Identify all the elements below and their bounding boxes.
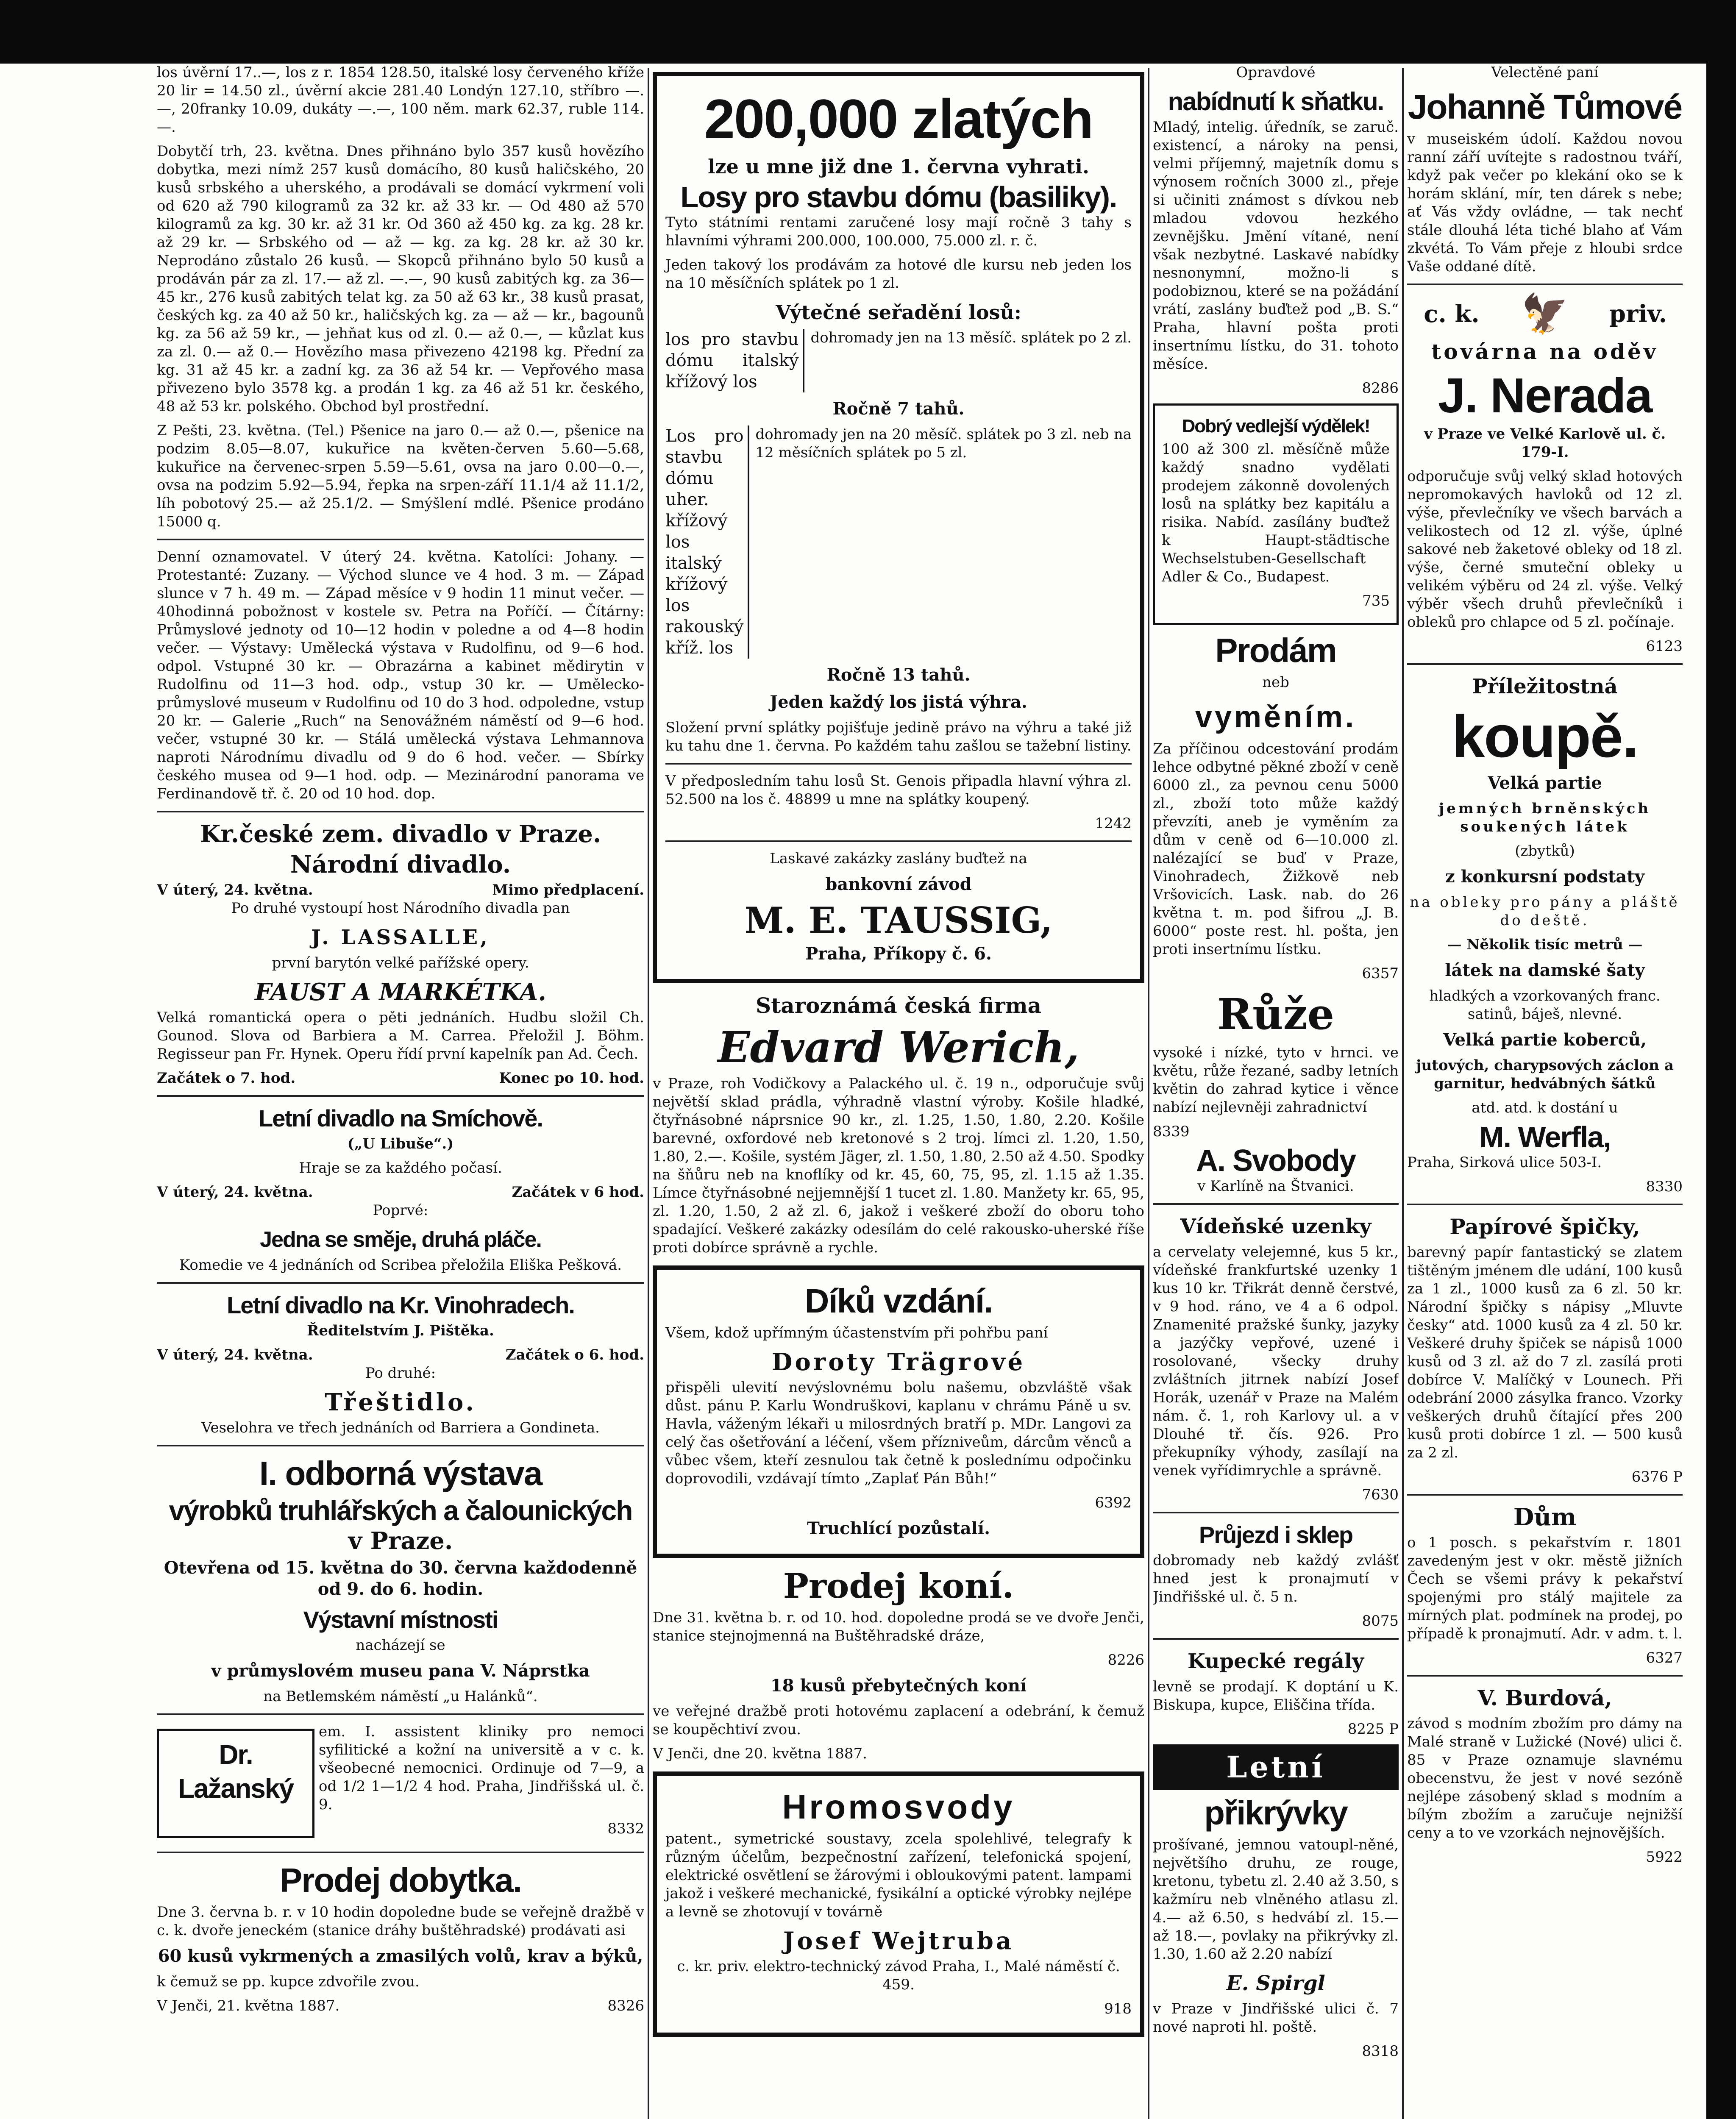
shelves-ad [1153,1647,1399,1738]
nerada-sub: továrna na oděv [1431,339,1658,364]
werich-name: Edvard Werich, [718,1022,1079,1072]
scan-border-top [0,0,1736,64]
roses-text: vysoké i nízké, tyto v hrnci. ve květu, růže řezané, sadby letních květin do zahrad kytice i věnce nabízí nejlevněji zahradnictví [1153,1044,1399,1116]
doctor-name: Dr. Lažanský [157,1729,314,1838]
paper-text: barevný papír fantastický se zlatem tištěným jménem dle udání, 100 kusů za 1 zl., 1000 kusů za 6 zl. 50 kr. Národní špičky s nápisy „Mluvte česky“ atd. 1000 kusů za 4 zl. 50 kr. Veškeré druhy špiček se nápisů 1000 kusů od 3 zl. až do 7 zl. zasílá proti dobírce V. Malíčký v Lounech. Při odebrání 2000 zásylka franco. Vzorky veškerých druhů čítající přes 200 kusů proti dobírce 1 zl. — 500 kusů za 2 zl. [1407,1244,1683,1461]
opera-description: Velká romantická opera o pěti jednáních. Hudbu složil Ch. Gounod. Slova od Barbiera a M. Carrea. Přeložil J. Böhm. Regisseur pan Fr. Hynek. Operu řídí první kapelník pan Ad. Čech. [157,1009,644,1062]
ad-number: 8075 [1362,1613,1399,1630]
sale-text: Dne 3. června b. r. v 10 hodin dopoledne bude se veřejně dražbě v c. k. dvoře jeneckém (stanice dráhy buštěhradské) prodávati asi [157,1904,644,1939]
ad-number: 918 [1104,2000,1132,2017]
ad-number: 7630 [1362,1486,1399,1503]
theatre-title: Letní divadlo na Kr. Vinohradech. [227,1292,574,1318]
horse-sale-title: Prodej koní. [783,1566,1014,1606]
premiere-label: Poprvé: [373,1202,428,1219]
blankets-ad [1153,1744,1399,2061]
start-time: Začátek o 7. hod. [157,1070,296,1087]
doctor-description: em. I. assistent kliniky pro nemoci syfilitické a kožní na universitě a v c. k. všeobecné nemocnici. Ordinuje od 7—9, a od 1/2 1—1/2 4 hod. Praha, Jindřišská ul. č. 9. [319,1723,644,1813]
lottery-group-1-terms: dohromady jen na 13 měsíč. splátek po 2 zl. [803,329,1132,392]
sale-name: M. Werfla, [1479,1121,1611,1154]
marriage-ad [1153,64,1399,398]
lottery-orders: Laskavé zakázky zaslány buďtež na [770,850,1027,867]
horse-sale-items: 18 kusů přebytečných koní [770,1676,1027,1696]
sale-pre: Příležitostná [1472,675,1618,698]
blankets-text: prošívané, jemnou vatoupl-něné, největšího druhu, ze rouge, kretonu, tybetu zl. 2.40 až 3.50, s kažmíru neb vlněného atlasu zl. 4.— až 6.50, s hedvábí zl. 15.— až 18.—, povlaky na přikrývky zl. 1.30, 1.60 až 2.20 nabízí [1153,1836,1399,1963]
pest-market-report: Z Pešti, 23. května. (Tel.) Pšenice na jaro 0.— až 0.—, pšenice na podzim 8.05—8.07, kukuřice na květen-červen 5.60—5.68, kukuřice na červenec-srpen 5.59—5.61, ovsa na jaro 0.00—0.—, ovsa na podzim 5.92—5.94, řepka na srpen-září 11.1/4 až 11.1/2, líh pobotový 25.— až 25.1/2. — Smýšlení mdlé. Pšenice prodáno 15000 q. [157,422,644,530]
exhibition-venue-title: Výstavní místnosti [303,1606,498,1633]
lottery-subline: lze u mne již dne 1. června vyhrati. [707,155,1090,178]
horse-sale-terms: ve veřejné dražbě proti hotovému zaplacení a odebrání, k čemuž se koupěchtiví zvou. [653,1703,1144,1738]
exhibition-address: na Betlemském náměstí „u Halánků“. [263,1688,538,1705]
smichov-theatre-ad [157,1104,644,1274]
column-rule [1402,68,1404,2119]
paper-title: Papírové špičky, [1449,1214,1640,1239]
lottery-bank: bankovní závod [825,874,972,894]
income-ad [1153,403,1399,625]
divider [157,1713,644,1715]
lottery-last-draw: V předposledním tahu losů St. Genois připadla hlavní výhra zl. 52.500 na los č. 48899 u mne na splátky koupený. [665,773,1132,808]
play-title: Třeštidlo. [325,1388,476,1416]
ad-number: 8225 P [1347,1721,1399,1738]
sausages-ad [1153,1212,1399,1504]
ad-number: 6357 [1362,965,1399,982]
roses-ad [1153,989,1399,1196]
thanks-signature: Truchlící pozůstalí. [807,1518,990,1538]
play-title: Jedna se směje, druhá pláče. [260,1227,541,1252]
divider [1407,1494,1683,1496]
end-time: Konec po 10. hod. [499,1070,644,1087]
performance-note: Mimo předplacení. [492,882,644,898]
sale-line-9: Velká partie koberců, [1443,1030,1647,1050]
werich-text: v Praze, roh Vodičkovy a Palackého ul. č. 19 n., odporučuje svůj největší sklad prádla, výhradně vlastní výroby. Košile hladké, čtyřnásobné náprsnice 90 kr., zl. 1.25, 1.50, 1.80, 2.20. Košile barevné, oxfordové neb kretonové s 2 troj. límci zl. 1.20, 1.50, 1.80, 2.—. Košile, systém Jäger, zl. 1.50, 1.80, 2.50 až 4.50. Spodky na šňůru neb na knoflíky od kr. 45, 60, 75, 95, zl. 1.15 až 1.35. Límce čtyřnásobné nejjemnější 1 tucet zl. 1.80. Manžety kr. 65, 95, zl. 1.20, 1.50, 2 až zl. 6, jakož i veškeré zboží do oboru toho spadající. Veškeré zakázky odesílám do celé rakousko-uherské říše proti dobírce správně a rychle. [653,1075,1144,1256]
privilege-right: priv. [1609,300,1667,328]
divider [665,763,1132,765]
deceased-name: Doroty Trägrové [771,1348,1026,1376]
performance-date: V úterý, 24. května. [157,1184,313,1201]
lottery-group-1: los pro stavbu dómu italský křížový los [665,330,799,392]
guest-role: první barytón velké pařížské opery. [272,954,529,971]
lightning-title: Hromosvody [782,1788,1015,1826]
divider [157,1282,644,1284]
sale-address: Praha, Sirková ulice 503-I. [1407,1154,1602,1171]
play-description: Veselohra ve třech jednáních od Barriera a Gondineta. [201,1419,600,1436]
greeting-name: Johanně Tůmové [1408,88,1682,126]
lottery-firm: M. E. TAUSSIG, [744,899,1053,941]
column-3 [1153,64,1399,2119]
sale-line-1: Velká partie [1488,773,1602,793]
horse-sale-text: Dne 31. května b. r. od 10. hod. dopoledne prodá se ve dvoře Jenči, stanice stejnojmenná na Buštěhradské dráze, [653,1609,1144,1644]
lightning-rod-ad [653,1771,1144,2037]
nerada-name: J. Nerada [1438,368,1652,423]
blankets-address: v Praze v Jindřišské ulici č. 7 nové naproti hl. poště. [1153,2000,1399,2036]
blankets-title: Letní [1153,1744,1399,1790]
sale-invitation: k čemuž se pp. kupce zdvořile zvou. [157,1973,420,1990]
divider [1407,663,1683,665]
second-performance-label: Po druhé: [365,1365,436,1382]
ad-number: 6327 [1646,1649,1683,1666]
opera-title: FAUST A MARKÉTKA. [255,978,546,1006]
sale-line-11: atd. atd. k dostání u [1472,1099,1618,1116]
greeting-text: v museiském údolí. Každou novou ranní září uvítejte s radostnou tváří, když pak večer po klekání oko se k horám sklání, mír, ten dárek s nebe; ať Vás vždy ovládne, — tak nechť stále dlouhá léta tiché blaho ať Vám zkvétá. To Vám přeje z hloubi srdce Vaše oddané dítě. [1407,131,1683,275]
sale-line-3: (zbytků) [1515,843,1575,859]
house-title: Dům [1513,1503,1577,1531]
theatre-title: Kr.české zem. divadlo v Praze. [200,820,601,848]
performance-date: V úterý, 24. května. [157,1346,313,1363]
start-time: Začátek o 6. hod. [505,1346,644,1363]
exchange-title-2: vyměním. [1195,700,1357,734]
burdova-ad [1407,1684,1683,1866]
ad-number: 8330 [1646,1178,1683,1195]
lottery-group-1-draws: Ročně 7 tahů. [832,399,965,419]
marriage-text: Mladý, intelig. úředník, se zaruč. existencí, a nároky na pensi, velmi příjemný, majetník domu s výnosem ročních 3000 zl., přeje si učiniti známost s dívkou neb mladou vdovou hezkého zevnějšku. Jmění vítané, není však nezbytné. Laskavé nabídky nesnonymní, možno-li s podobiznou, které se na požádání vrátí, zaslány buďtež pod „B. S.“ Praha, hlavní pošta proti insertnímu lístku, do 31. tohoto měsíce. [1153,119,1399,373]
sale-line-5: na obleky pro pány a pláště do deště. [1410,894,1680,929]
lottery-group-2-terms: dohromady jen na 20 měsíč. splátek po 3 zl. neb na 12 měsíčních splátek po 5 zl. [748,425,1132,659]
exchange-title: Prodám [1215,631,1336,669]
sale-title: Prodej dobytka. [279,1861,522,1899]
ad-number: 8332 [607,1820,644,1837]
play-description: Komedie ve 4 jednáních od Scribea přeložila Eliška Pešková. [179,1257,622,1274]
divider [157,1445,644,1446]
ad-number: 6123 [1646,638,1683,655]
ad-number: 8226 [1107,1652,1144,1669]
passage-ad [1153,1521,1399,1630]
sale-line-7: látek na damské šaty [1445,960,1645,980]
column-2 [653,64,1144,2119]
lottery-text: Tyto státními rentami zaručené losy mají ročně 3 tahy s hlavními výhrami 200.000, 100.000, 75.000 zl. r. č. [665,214,1132,249]
divider [1407,284,1683,285]
occasional-sale-ad [1407,673,1683,1196]
sale-title: koupě. [1452,703,1638,770]
greeting-pre: Velectěné paní [1491,64,1599,81]
theatre-director: Ředitelstvím J. Pištěka. [307,1322,494,1339]
divider [157,1095,644,1097]
roses-title: Růže [1217,989,1335,1039]
exhibition-venue-note: nacházejí se [356,1637,445,1654]
exhibition-dates: Otevřena od 15. května do 30. června každodenně od 9. do 6. hodin. [164,1558,637,1599]
sale-line-4: z konkursní podstaty [1445,867,1644,887]
theatre-subtitle: Národní divadlo. [290,851,511,879]
exhibition-title: I. odborná výstava [259,1454,542,1492]
ad-number: 735 [1362,592,1390,609]
sausages-title: Vídeňské uzenky [1180,1215,1372,1238]
werich-ad [653,992,1144,1257]
weather-note: Hraje se za každého počasí. [299,1160,502,1176]
ad-number: 5922 [1646,1849,1683,1866]
shelves-title: Kupecké regály [1187,1649,1364,1673]
blankets-title-2: přikrývky [1204,1794,1347,1832]
ad-number: 6392 [1095,1494,1132,1511]
lottery-address: Praha, Příkopy č. 6. [805,944,992,964]
blankets-name: E. Spirgl [1226,1972,1325,1995]
lottery-terms: Jeden takový los prodávám za hotové dle kursu neb jeden los na 10 měsíčních splátek po 1 zl. [665,256,1132,292]
thanks-ad [653,1265,1144,1558]
scan-border-right [1706,0,1736,2119]
burdova-text: závod s modním zbožím pro dámy na Malé straně v Lužické (Nové) ulici č. 85 v Praze oznamuje slavnému obecenstvu, že jest v nové sezóně nejlépe zásobený sklad s modním a bílým zbožím a zaručuje nejnižší ceny a to ve vzorkách nejnovějších. [1407,1715,1683,1841]
lottery-ad [653,72,1144,983]
daily-almanac: Denní oznamovatel. V úterý 24. května. Katolíci: Johany. — Protestanté: Zuzany. — Východ slunce ve 4 hod. 3 m. — Západ slunce v 7 h. 49 m. — Západ měsíce v 9 hodin 11 minut večer. — 40hodinná pobožnost v kostele sv. Petra na Poříčí. — Čítárny: Průmyslové jednoty od 10—12 hodin v poledne a od 4—8 hodin večer. — Výstavy: Umělecká výstava v Rudolfinu, od 9—6 hod. odpol. Vstupné 30 kr. — Obrazárna a kabinet mědirytin v Rudolfinu od 11—3 hod. odp., vstup 30 kr. — Umělecko-průmyslové museum v Rudolfinu od 10 do 3 hod. odpoledne, vstup 20 kr. — Galerie „Ruch“ na Senovážném náměstí od 9—6 hod. večer, vstupné 30 kr. — Stálá umělecká výstava Lehmannova naproti Národnímu divadlu od 9 do 6 hod. večer. — Sbírky českého musea od 9—1 hod. odp. — Mezinárodní panorama ve Ferdinandově tř. č. 20 od 10 hod. dop. [157,548,644,802]
horse-sale-ad [653,1566,1144,1763]
divider [1407,1675,1683,1677]
divider [157,1852,644,1853]
column-1 [157,64,644,2119]
exchange-neb: neb [1262,674,1289,691]
sale-line-2: jemných brněnských soukených látek [1438,800,1651,835]
horse-sale-place: V Jenči, dne 20. května 1887. [653,1745,867,1762]
lightning-text: patent., symetrické soustavy, zcela spolehlivé, telegrafy k různým účelům, bezpečnostní zařízení, telefonická spojení, elektrické osvětlení se žárovými i obloukovými patent. lampami jakož i veškeré mechanické, fysikální a optické výrobky nejlépe a levně se zhotovují v továrně [665,1830,1132,1920]
lottery-payment: Složení první splátky pojišťuje jedině právo na výhru a také již ku tahu dne 1. června. Po každém tahu zašlou se tažební listiny. [665,719,1132,754]
lottery-list-title: Výtečné seřadění losů: [776,301,1021,324]
column-rule [648,68,649,2119]
werich-intro: Staroznámá česká firma [756,993,1041,1018]
roses-name: A. Svobody [1196,1144,1356,1178]
exhibition-subtitle: výrobků truhlářských a čalounických [169,1495,632,1526]
theatre-subtitle: („U Libuše“.) [347,1135,454,1152]
nerada-text: odporučuje svůj velký sklad hotových nepromokavých havloků od 12 zl. výše, převlečníky ve všech barvách a velikostech od 12 zl. výše, úplné sakové neb žaketové obleky od 18 zl. výše, černé smuteční obleky u velikém výběru od 24 zl. výše. Velký výběr všech druhů převlečníků i obleků pro chlapce od 5 zl. počínaje. [1407,468,1683,631]
thanks-intro: Všem, kdož upřímným účastenstvím při pohřbu paní [665,1324,1048,1341]
ad-number: 8286 [1362,380,1399,397]
lazansky-ad [157,1723,644,1844]
divider [157,539,644,540]
guest-line: Po druhé vystoupí host Národního divadla pan [231,900,570,917]
sale-place-date: V Jenči, 21. května 1887. [157,1997,340,2014]
divider [1153,1512,1399,1513]
national-theatre-ad [157,820,644,1087]
ad-number: 8318 [1362,2043,1399,2060]
paper-tips-ad [1407,1213,1683,1486]
burdova-title: V. Burdová, [1477,1685,1612,1710]
column-rule [1148,68,1149,2119]
passage-text: dobromady neb každý zvlášť hned jest k pronajmutí v Jindřišské ul. č. 5 n. [1153,1552,1399,1605]
sausages-text: a cervelaty velejemné, kus 5 kr., vídeňské frankfurtské uzenky 1 kus 10 kr. Třikrát denně čerstvé, v 9 hod. ráno, ve 4 a 6 odpol. Znamenité pražské šunky, jazyky a jazýčky vepřové, uzené i rosolované, všecky druhy zvláštních jitrnek nabízí Josef Horák, uzenář v Praze na Malém nám. č. 1, roh Karlovy ul. a v Dlouhé tř. čís. 926. Pro překupníky výhody, zasílají na venek vyřídimrychle a správně. [1153,1243,1399,1479]
lightning-firm: c. kr. priv. elektro-technický závod Praha, I., Malé náměstí č. 459. [677,1958,1120,1993]
imperial-eagle-icon: 🦅 [1521,292,1569,336]
house-ad [1407,1503,1683,1667]
vinohrady-theatre-ad [157,1291,644,1437]
cattle-sale-ad [157,1861,644,2015]
theatre-title: Letní divadlo na Smíchově. [259,1105,542,1132]
exhibition-city: v Praze. [348,1527,453,1555]
sale-line-10: jutových, charypsových záclon a garnitur, hedvábných šátků [1416,1057,1674,1092]
roses-address: v Karlíně na Štvanici. [1197,1178,1354,1195]
nerada-address: v Praze ve Velké Karlově ul. č. 179-I. [1424,425,1666,461]
thanks-text: přispěli ulevití nevýslovnému bolu našemu, obzvláště však důst. pánu P. Karlu Wondruškovi, kaplanu v chrámu Páně u sv. Havla, váženým lékaři u milosrdných bratří p. MDr. Langovi za celý čas ošetřování a léčení, všem přízniveům, dárcům věnců a vůbec všem, kteří zesnulou tak četně k poslednímu odpočinku doprovodili, vzdávají tímto „Zaplať Pán Bůh!“ [665,1379,1132,1487]
marriage-title: nabídnutí k sňatku. [1168,87,1384,116]
exhibition-ad [157,1454,644,1706]
exchange-text: Za příčinou odcestování prodám lehce odbytné pěkné zboží v ceně 6000 zl., za pevnou cenu 5000 zl., zboží toto může každý převzíti, aneb je vyměním za dům v ceně od 6—10.000 zl. nalézající se buď v Praze, Vinohradech, Žižkově neb Vršovicích. Lask. nab. do 26 května t. m. pod šifrou „J. B. 6000“ poste rest. hl. pošta, jen proti insertnímu lístku. [1153,740,1399,958]
exhibition-venue: v průmyslovém museu pana V. Náprstka [211,1661,590,1681]
lottery-type: Losy pro stavbu dómu (basiliky). [680,181,1117,214]
thanks-title: Díků vzdání. [804,1282,993,1320]
house-text: o 1 posch. s pekařstvím r. 1801 zavedeným jest v okr. městě jižních Čech se všemi právy k pekařství spojenými pro stálý majitele za mírných plat. podmínek na prodej, po případě k pronajmutí. Adr. v adm. t. l. [1407,1534,1683,1642]
lottery-group-2: Los pro stavbu dómu uher. křížový los italský křížový los rakouský kříž. los [665,426,744,658]
lottery-guarantee: Jeden každý los jistá výhra. [770,692,1027,712]
passage-title: Průjezd i sklep [1199,1521,1353,1548]
start-time: Začátek v 6 hod. [512,1184,644,1201]
performance-date: V úterý, 24. května. [157,882,313,898]
nerada-ad [1407,293,1683,656]
lightning-name: Josef Wejtruba [783,1927,1014,1955]
divider [1153,1203,1399,1205]
greeting-ad [1407,64,1683,276]
sale-line-8: hladkých a vzorkovaných franc. satinů, báješ, nlevné. [1429,987,1661,1023]
divider [665,840,1132,842]
market-report: los úvěrní 17..—, los z r. 1854 128.50, italské losy červeného kříže 20 lir = 14.50 zl., úvěrní akcie 281.40 Londýn 127.10, stříbro —.—, 20franky 10.09, dukáty —.—, 100 něm. mark 62.37, ruble 114.—. [157,64,644,136]
column-4 [1407,64,1683,2119]
lottery-group-2-draws: Ročně 13 tahů. [826,665,971,685]
divider [157,811,644,812]
ad-number: 8326 [607,1997,644,2014]
cattle-market-report: Dobytčí trh, 23. května. Dnes přihnáno bylo 357 kusů hovězího dobytka, mezi nímž 257 kusů domácího, 80 kusů haličského, 20 kusů srbského a uherského, a prodávali se domácí vykrmení voli od 620 až 790 kilogramů za 32 kr. až 33 kr. — Od 480 až 570 kilogramů za kg. 30 kr. až 31 kr. Od 360 až 450 kg. za kg. 28 kr. až 29 kr. — Srbského od — až — kg. za kg. 28 kr. až 30 kr. Neprodáno zůstalo 26 kusů. — Skopců přihnáno bylo 50 kusů a prodáván pár za zl. 17.— až zl. —.—, 90 kusů zabitých kg. za 36—45 kr., 276 kusů zabitých telat kg. za 50 až 63 kr., 38 kusů prasat, českých kg. za 40 až 50 kr., haličských kg. za — až — kr., bagounů kg. za 56 až 59 kr., — jehňat kus od zl. 0.— až 0.—, — kůzlat kus za zl. 0.— až 0.— Hovězího masa přivezeno 42198 kg. Přední za kg. 31 až 45 kr. a zadní kg. za 36 až 54 kr. — Vepřového masa přivezeno bylo 3578 kg. a prodán 1 kg. za 46 až 51 kr. českého, 48 až 53 kr. polského. Obchod byl prostřední. [157,143,644,415]
ad-number: 1242 [1095,815,1132,832]
guest-name: J. LASSALLE, [311,926,490,949]
exchange-ad [1153,631,1399,983]
shelves-text: levně se prodají. K doptání u K. Biskupa, kupce, Eliščina třída. [1153,1678,1399,1713]
divider [1153,1638,1399,1640]
privilege-left: c. k. [1424,300,1480,328]
divider [1407,1204,1683,1205]
ad-number: 6376 P [1631,1468,1683,1485]
sale-items: 60 kusů vykrmených a zmasilých volů, krav a býků, [158,1946,643,1966]
marriage-pre: Opravdové [1236,64,1316,81]
ad-number: 8339 [1153,1123,1190,1140]
sale-line-6: — Několik tisíc metrů — [1447,936,1643,953]
income-title: Dobrý vedlejší výdělek! [1182,416,1370,437]
income-text: 100 až 300 zl. měsíčně může každý snadno vydělati prodejem zákonně dovolených losů na splátky bez kapitálu a risika. Nabíd. zasílány buďtež k Haupt-städtische Wechselstuben-Gesellschaft Adler & Co., Budapest. [1162,441,1390,585]
lottery-headline: 200,000 zlatých [704,88,1093,150]
